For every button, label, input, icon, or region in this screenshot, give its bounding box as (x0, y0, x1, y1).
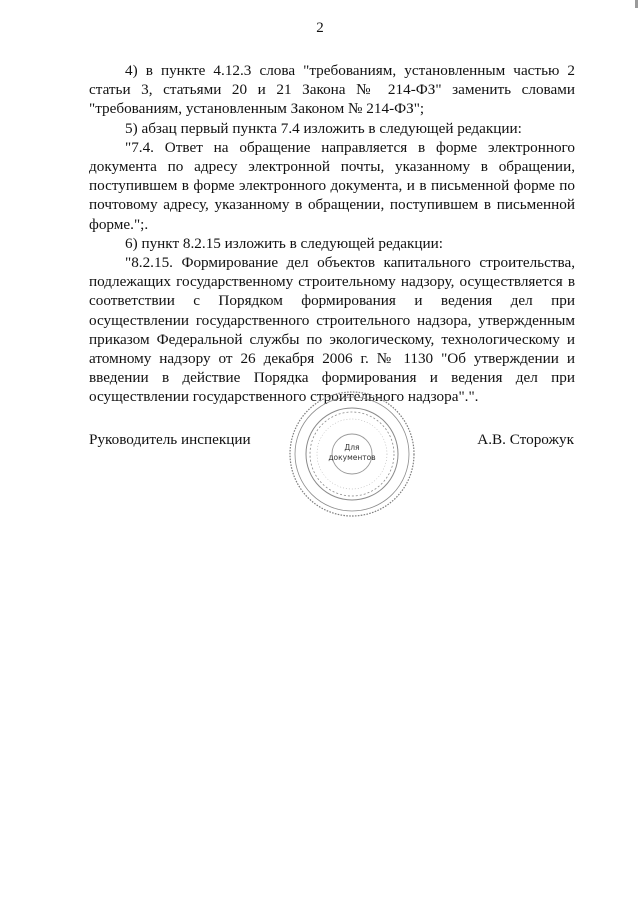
paragraph-item-5: 5) абзац первый пункта 7.4 изложить в следующей редакции: (125, 119, 522, 137)
signature-name: А.В. Сторожук (477, 431, 574, 448)
document-body (89, 61, 575, 407)
stamp-line-1: Для (344, 443, 360, 452)
signature-role: Руководитель инспекции (89, 431, 251, 448)
stamp-line-2: документов (328, 453, 376, 462)
paragraph-item-4: 4) в пункте 4.12.3 слова "требованиям, установленным частью 2 статьи 3, статьями 20 и 21 Закона № 214-ФЗ" заменить словами "требованиям, установленным Законом № 214-ФЗ"; (89, 62, 575, 118)
paragraph-quote-7-4: "7.4. Ответ на обращение направляется в форме электронного документа по адресу электронной почты, указанному в обращении, поступившем в форме электронного документа, и в письменной форме по почтовому адресу, указанному в обращении, поступившем в письменной форме.";. (89, 138, 575, 233)
paragraph-quote-8-2-15: "8.2.15. Формирование дел объектов капитального строительства, подлежащих государственному строительному надзору, осуществляется в соответствии с Порядком формирования и ведения дел при осуществлении государственного строительного надзора, утвержденным приказом Федеральной службы по экологическому, технологическому и атомному надзору от 26 декабря 2006 г. № 1130 "Об утверждении и введении в действие Порядка формирования и ведения дел при осуществлении государственного строительного надзора".". (89, 254, 575, 406)
page-number: 2 (316, 20, 324, 36)
paragraph-item-6: 6) пункт 8.2.15 изложить в следующей редакции: (125, 234, 444, 252)
scan-artifact (635, 0, 638, 8)
official-stamp (286, 388, 418, 520)
